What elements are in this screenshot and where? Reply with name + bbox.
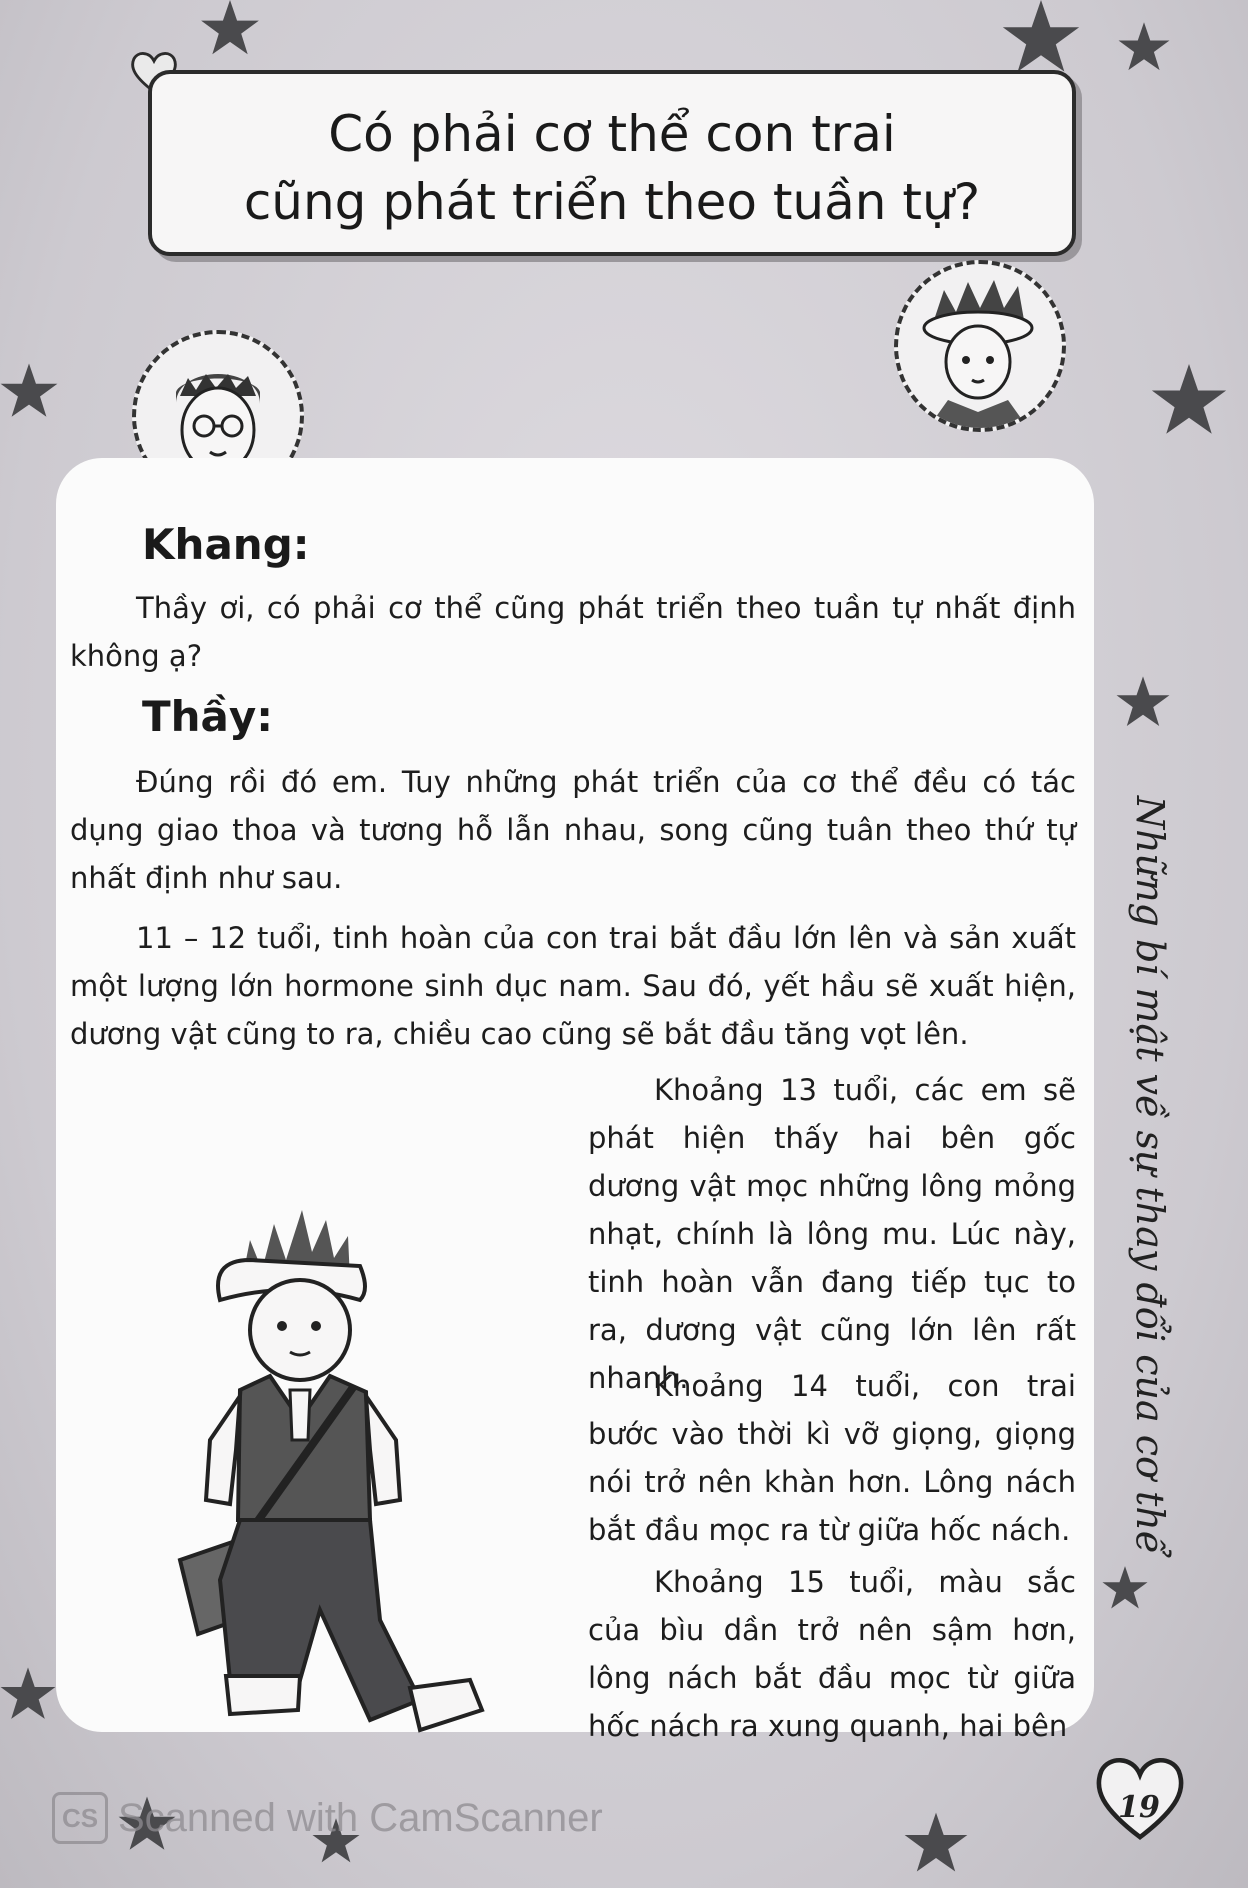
speaker-thay: Thầy: bbox=[142, 692, 274, 741]
thay-paragraph-3: Khoảng 13 tuổi, các em sẽ phát hiện thấy hai bên gốc dương vật mọc những lông mỏng nhạt, chính là lông mu. Lúc này, tinh hoàn vẫn đang tiếp tục to ra, dương vật cũng lớn lên rất nhanh. bbox=[588, 1073, 1076, 1395]
khang-question: Thầy ơi, có phải cơ thể cũng phát triển theo tuần tự nhất định không ạ? bbox=[70, 591, 1076, 673]
page-title bbox=[152, 100, 1072, 236]
thay-paragraph-5: Khoảng 15 tuổi, màu sắc của bìu dần trở nên sậm hơn, lông nách bắt đầu mọc từ giữa hốc nách ra xung quanh, hai bên bbox=[588, 1565, 1076, 1743]
thay-paragraph-4: Khoảng 14 tuổi, con trai bước vào thời kì vỡ giọng, giọng nói trở nên khàn hơn. Lông nách bắt đầu mọc ra từ giữa hốc nách. bbox=[588, 1369, 1076, 1547]
camscanner-logo: CS bbox=[52, 1792, 108, 1844]
boy-illustration bbox=[170, 1140, 540, 1744]
camscanner-watermark bbox=[52, 1792, 603, 1844]
chapter-side-title bbox=[1120, 795, 1180, 1555]
side-title-text: Những bí mật về sự thay đổi của cơ thể bbox=[1128, 795, 1172, 1555]
star-icon bbox=[904, 1812, 968, 1874]
star-icon bbox=[198, 0, 262, 56]
title-box bbox=[148, 70, 1076, 256]
star-icon bbox=[0, 1666, 56, 1722]
watermark-text: Scanned with CamScanner bbox=[118, 1795, 603, 1840]
star-icon bbox=[1002, 0, 1080, 74]
star-icon bbox=[1150, 364, 1228, 436]
star-icon bbox=[1116, 676, 1170, 728]
speaker-khang: Khang: bbox=[142, 520, 310, 569]
star-icon bbox=[0, 362, 58, 420]
avatar-boy bbox=[894, 260, 1066, 432]
thay-paragraph-1: Đúng rồi đó em. Tuy những phát triển của cơ thể đều có tác dụng giao thoa và tương hỗ lẫn nhau, song cũng tuân theo thứ tự nhất định như sau. bbox=[70, 765, 1076, 895]
title-line-1: Có phải cơ thể con trai bbox=[328, 105, 896, 163]
page-number: 19 bbox=[1118, 1790, 1160, 1825]
star-icon bbox=[1118, 22, 1170, 72]
thay-paragraph-2: 11 – 12 tuổi, tinh hoàn của con trai bắt đầu lớn lên và sản xuất một lượng lớn hormone sinh dục nam. Sau đó, yết hầu sẽ xuất hiện, dương vật cũng to ra, chiều cao cũng sẽ bắt đầu tăng vọt lên. bbox=[70, 921, 1076, 1051]
star-icon bbox=[1102, 1566, 1148, 1610]
title-line-2: cũng phát triển theo tuần tự? bbox=[243, 173, 981, 231]
